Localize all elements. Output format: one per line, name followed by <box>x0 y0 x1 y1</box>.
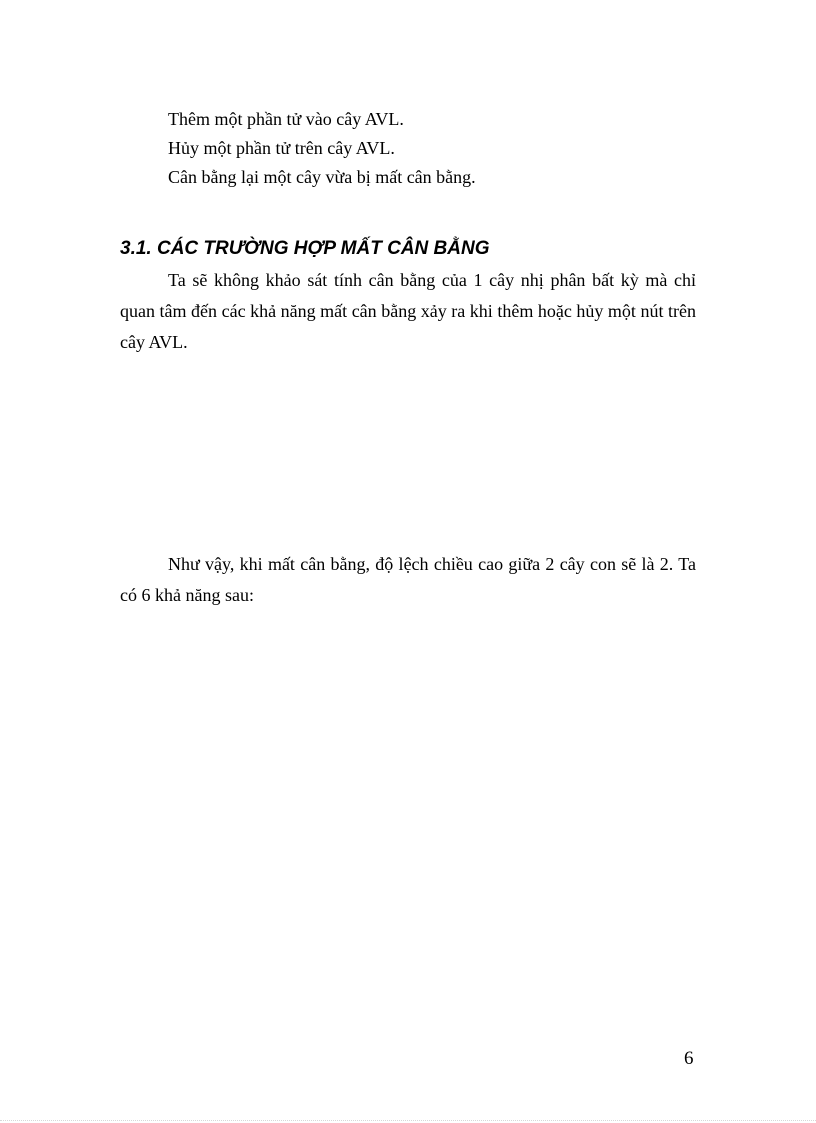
list-item: Hủy một phần tử trên cây AVL. <box>168 138 395 158</box>
cases-paragraph: Như vậy, khi mất cân bằng, độ lệch chiều cao giữa 2 cây con sẽ là 2. Ta có 6 khả năng sau: <box>120 554 696 605</box>
list-item: Cân bằng lại một cây vừa bị mất cân bằng. <box>168 167 476 187</box>
operation-list <box>168 105 476 192</box>
page-bottom-divider <box>0 1120 816 1121</box>
intro-paragraph: Ta sẽ không khảo sát tính cân bằng của 1 cây nhị phân bất kỳ mà chỉ quan tâm đến các khả năng mất cân bằng xảy ra khi thêm hoặc hủy một nút trên cây AVL. <box>120 270 696 352</box>
list-item: Thêm một phần tử vào cây AVL. <box>168 109 404 129</box>
section-heading: 3.1. CÁC TRƯỜNG HỢP MẤT CÂN BẰNG <box>120 238 490 259</box>
page-number: 6 <box>684 1048 694 1069</box>
